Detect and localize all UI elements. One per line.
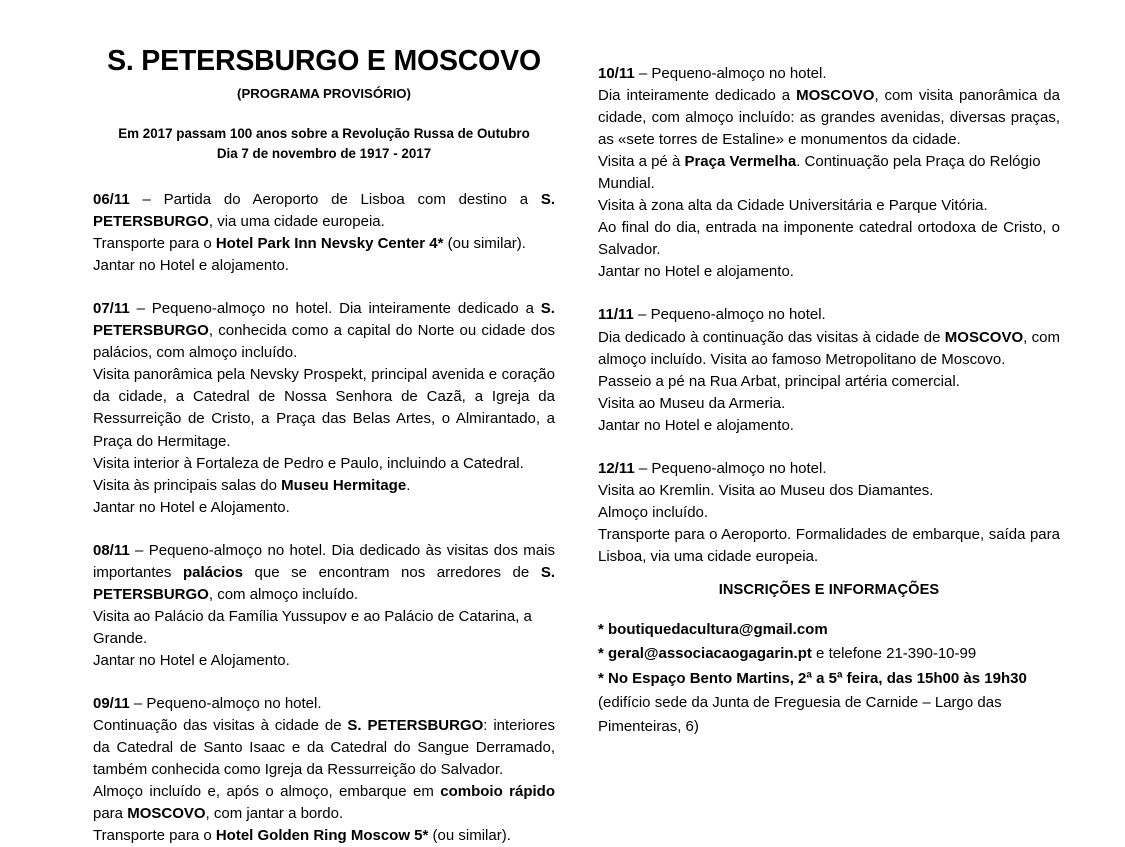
- entry-text: Almoço incluído e, após o almoço, embarque em: [93, 783, 441, 801]
- registration-heading: INSCRIÇÕES E INFORMAÇÕES: [718, 582, 940, 598]
- entry-line: Visita ao Palácio da Família Yussupov e ao Palácio de Catarina, a Grande.: [93, 607, 532, 647]
- entry-text: para: [93, 805, 128, 823]
- hotel-name: Hotel Park Inn Nevsky Center 4*: [215, 235, 444, 253]
- entry-text: Transporte para o: [93, 235, 216, 253]
- entry-date: 08/11: [93, 541, 130, 559]
- right-column: [598, 63, 1060, 568]
- entry-line: Visita à zona alta da Cidade Universitária e Parque Vitória.: [598, 197, 988, 215]
- itinerary-entry-11-11: [598, 304, 1060, 436]
- tagline-line-2: Dia 7 de novembro de 1917 - 2017: [216, 145, 432, 161]
- entry-line: [598, 458, 1060, 480]
- entry-line: Jantar no Hotel e alojamento.: [598, 263, 794, 281]
- entry-line: [598, 151, 1060, 195]
- entry-line: [598, 63, 1060, 85]
- entry-line: [93, 693, 555, 715]
- contact-email-primary: [598, 618, 1060, 642]
- hotel-name: Hotel Golden Ring Moscow 5*: [215, 827, 429, 845]
- entry-text: Dia dedicado à continuação das visitas à cidade de: [598, 328, 945, 346]
- entry-text: , via uma cidade europeia.: [208, 213, 385, 231]
- entry-paragraph: [93, 189, 555, 233]
- entry-dash: –: [633, 306, 651, 324]
- entry-dash: –: [634, 65, 652, 82]
- bullet-marker: *: [598, 645, 609, 663]
- itinerary-entry-10-11: [598, 63, 1060, 283]
- entry-line: [598, 304, 1060, 326]
- contact-email-secondary: [598, 642, 1060, 666]
- title-block: [93, 46, 555, 163]
- entry-line: Visita interior à Fortaleza de Pedro e Paulo, incluindo a Catedral.: [93, 454, 524, 472]
- itinerary-entry-08-11: [93, 540, 555, 672]
- entry-date: 10/11: [598, 65, 635, 82]
- entry-paragraph: Ao final do dia, entrada na imponente catedral ortodoxa de Cristo, o Salvador.: [598, 219, 1060, 259]
- entry-paragraph: [598, 85, 1060, 151]
- entry-date: 09/11: [93, 695, 130, 712]
- entry-text: Pequeno-almoço no hotel.: [651, 459, 827, 477]
- page-tagline: [93, 124, 555, 163]
- entry-emphasis: comboio rápido: [440, 783, 556, 801]
- email-address[interactable]: geral@associacaogagarin.pt: [608, 645, 812, 663]
- bullet-marker: *: [598, 621, 609, 638]
- entry-paragraph: [93, 298, 555, 364]
- registration-info-block: [598, 582, 1060, 739]
- entry-date: 12/11: [598, 459, 635, 477]
- page-title: S. PETERSBURGO E MOSCOVO: [107, 45, 541, 77]
- entry-text: Pequeno-almoço no hotel. Dia inteiramente dedicado a: [151, 300, 541, 318]
- entry-emphasis: S. PETERSBURGO: [93, 300, 555, 340]
- entry-text: Partida do Aeroporto de Lisboa com destino a: [163, 191, 541, 209]
- entry-text: . Continuação pela Praça do Relógio Mundial.: [598, 153, 1041, 193]
- itinerary-entry-12-11: [598, 458, 1060, 568]
- entry-emphasis: S. PETERSBURGO: [93, 563, 555, 603]
- entry-text: Visita às principais salas do: [93, 476, 282, 494]
- entry-dash: –: [634, 459, 652, 477]
- office-hours: No Espaço Bento Martins, 2ª a 5ª feira, das 15h00 às 19h30: [608, 669, 1027, 687]
- entry-dash: –: [129, 191, 164, 209]
- entry-line: [93, 825, 555, 847]
- entry-text: , conhecida como a capital do Norte ou cidade dos palácios, com almoço incluído.: [93, 322, 555, 362]
- entry-paragraph: Visita panorâmica pela Nevsky Prospekt, principal avenida e coração da cidade, a Catedral de Nossa Senhora de Cazã, a Igreja da Ressurreição de Cristo, a Praça das Belas Artes, o Almirantado, a Praça do Hermitage.: [93, 366, 555, 450]
- entry-text: Pequeno-almoço no hotel.: [651, 65, 827, 82]
- phone-number: e telefone 21-390-10-99: [811, 645, 977, 663]
- entry-text: Pequeno-almoço no hotel. Dia dedicado às visitas dos mais importantes: [93, 541, 555, 581]
- entry-paragraph: Transporte para o Aeroporto. Formalidades de embarque, saída para Lisboa, via uma cidade europeia.: [598, 525, 1060, 565]
- bullet-marker: *: [598, 669, 609, 687]
- contact-address: [598, 667, 1060, 740]
- entry-text: (ou similar).: [428, 827, 511, 845]
- entry-line: [93, 475, 555, 497]
- landmark-name: Praça Vermelha: [684, 153, 797, 171]
- page-subtitle: (PROGRAMA PROVISÓRIO): [237, 86, 411, 102]
- entry-line: Jantar no Hotel e Alojamento.: [93, 651, 290, 669]
- entry-text: , com almoço incluído.: [208, 585, 359, 603]
- entry-paragraph: [93, 540, 555, 606]
- entry-text: Pequeno-almoço no hotel.: [650, 306, 826, 324]
- email-address[interactable]: boutiquedacultura@gmail.com: [608, 621, 828, 638]
- entry-dash: –: [129, 541, 149, 559]
- entry-text: , com jantar a bordo.: [205, 805, 344, 823]
- entry-paragraph: [598, 327, 1060, 371]
- entry-emphasis: S. PETERSBURGO: [93, 191, 555, 231]
- entry-text: Continuação das visitas à cidade de: [93, 717, 348, 735]
- left-column: [93, 46, 555, 847]
- entry-dash: –: [129, 695, 147, 712]
- tagline-line-1: Em 2017 passam 100 anos sobre a Revolução Russa de Outubro: [118, 126, 530, 142]
- museum-name: Museu Hermitage: [281, 476, 407, 494]
- entry-emphasis: MOSCOVO: [127, 805, 206, 823]
- entry-date: 06/11: [93, 191, 130, 209]
- entry-line: [93, 233, 555, 255]
- entry-text: , com almoço incluído. Visita ao famoso Metropolitano de Moscovo.: [598, 328, 1060, 368]
- entry-date: 11/11: [598, 306, 634, 324]
- address-detail: (edifício sede da Junta de Freguesia de Carnide – Largo das Pimenteiras, 6): [598, 693, 1002, 736]
- entry-line: Almoço incluído.: [598, 503, 709, 521]
- itinerary-entry-06-11: [93, 189, 555, 277]
- entry-emphasis: MOSCOVO: [796, 87, 875, 105]
- entry-text: (ou similar).: [443, 235, 526, 253]
- entry-text: .: [406, 476, 411, 494]
- entry-paragraph: [93, 715, 555, 781]
- entry-line: Visita ao Museu da Armeria.: [598, 394, 786, 412]
- entry-emphasis: MOSCOVO: [944, 328, 1024, 346]
- entry-text: Pequeno-almoço no hotel.: [146, 695, 322, 712]
- entry-paragraph: [93, 781, 555, 825]
- entry-text: : interiores da Catedral de Santo Isaac e da Catedral do Sangue Derramado, também conhecida como Igreja da Ressurreição do Salvador.: [93, 717, 556, 779]
- entry-line: Passeio a pé na Rua Arbat, principal artéria comercial.: [598, 372, 960, 390]
- entry-date: 07/11: [93, 300, 130, 318]
- itinerary-entry-07-11: [93, 298, 555, 518]
- entry-text: que se encontram nos arredores de: [242, 563, 541, 581]
- entry-text: , com visita panorâmica da cidade, com almoço incluído: as grandes avenidas, diversas praças, as «sete torres de Estaline» e monumentos da cidade.: [598, 87, 1060, 149]
- entry-dash: –: [129, 300, 152, 318]
- itinerary-entry-09-11: [93, 693, 555, 847]
- entry-line: Jantar no Hotel e alojamento.: [598, 416, 794, 434]
- entry-emphasis: S. PETERSBURGO: [347, 717, 484, 735]
- entry-line: Jantar no Hotel e alojamento.: [93, 257, 289, 275]
- entry-emphasis: palácios: [182, 563, 243, 581]
- entry-line: Jantar no Hotel e Alojamento.: [93, 498, 290, 516]
- entry-line: Visita ao Kremlin. Visita ao Museu dos Diamantes.: [598, 481, 934, 499]
- entry-text: Visita a pé à: [598, 153, 685, 171]
- entry-text: Transporte para o: [93, 827, 216, 845]
- entry-text: Dia inteiramente dedicado a: [598, 87, 797, 105]
